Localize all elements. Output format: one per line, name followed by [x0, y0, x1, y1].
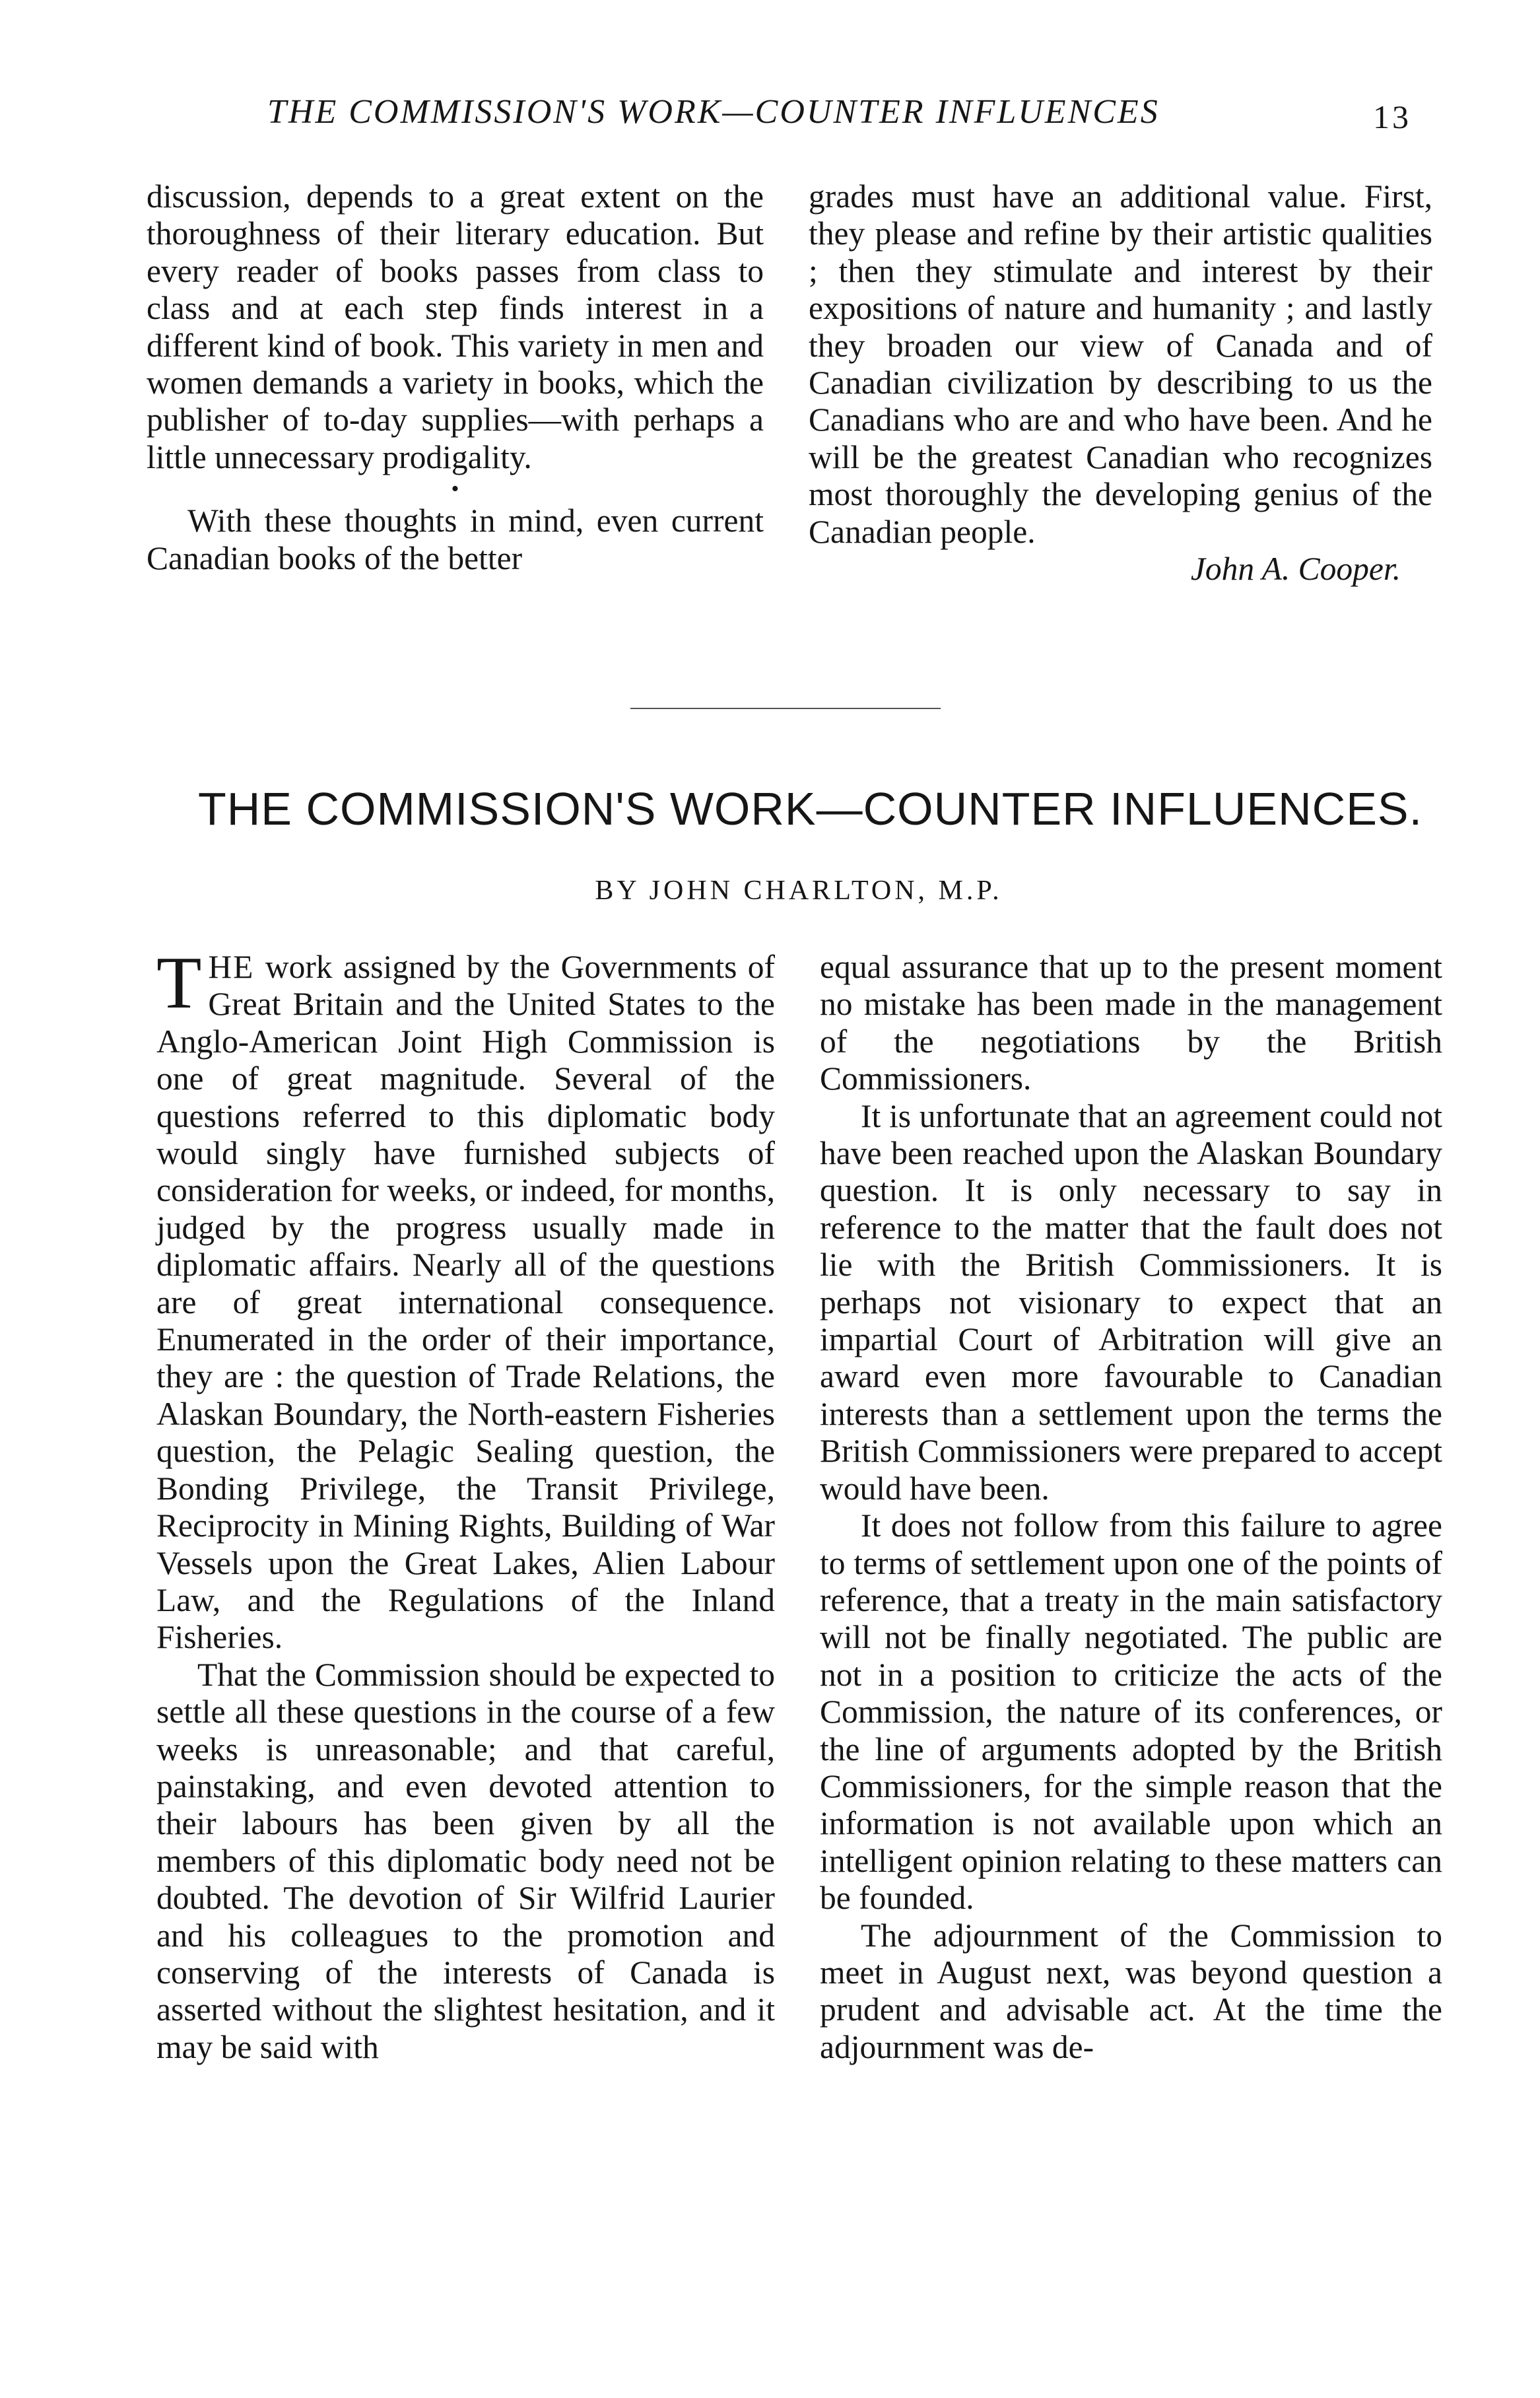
previous-article-column-left — [147, 178, 764, 577]
paragraph: The adjournment of the Commission to meet in August next, was beyond question a prudent and advisable act. At the time the adjournment was de- — [820, 1917, 1442, 2065]
lead-paragraph-text: work assigned by the Governments of Great Britain and the United States to the Anglo-American Joint High Commission is one of great magnitude. Several of the questions referred to this diplomatic body would singly have furnished subjects of consideration for weeks, or indeed, for months, judged by the progress usually made in diplomatic affairs. Nearly all of the questions are of great international consequence. Enumerated in the order of their importance, they are : the question of Trade Relations, the Alaskan Boundary, the North-eastern Fisheries question, the Pelagic Sealing question, the Bonding Privilege, the Transit Privilege, Reciprocity in Mining Rights, Building of War Vessels upon the Great Lakes, Alien Labour Law, and the Regulations of the Inland Fisheries. — [156, 949, 775, 1656]
paragraph: discussion, depends to a great extent on the thoroughness of their literary education. But every reader of books passes from class to class and at each step finds interest in a different kind of book. This variety in men and women demands a variety in books, which the publisher of to-day supplies—with perhaps a little unnecessary prodigality. — [147, 178, 764, 475]
article-title: THE COMMISSION'S WORK—COUNTER INFLUENCES. — [198, 783, 1423, 835]
lead-caps: HE — [208, 949, 255, 985]
previous-article-column-right — [809, 178, 1432, 588]
paragraph: equal assurance that up to the present moment no mistake has been made in the management of the negotiations by the British Commissioners. — [820, 949, 1442, 1097]
paragraph: It is unfortunate that an agreement could not have been reached upon the Alaskan Boundary question. It is only necessary to say in reference to the matter that the fault does not lie with the British Commissioners. It is perhaps not visionary to expect that an impartial Court of Arbitration will give an award even more favourable to Canadian interests than a settlement upon the terms the British Commissioners were prepared to accept would have been. — [820, 1097, 1442, 1507]
section-ornament: • — [451, 477, 459, 502]
article-byline: BY JOHN CHARLTON, M.P. — [595, 875, 1003, 906]
author-signature: John A. Cooper. — [1190, 551, 1401, 588]
article-column-right — [820, 949, 1442, 2066]
paragraph: grades must have an additional value. First, they please and refine by their artistic qualities ; then they stimulate and interest by their expositions of nature and humanity ; and lastly they broaden our view of Canada and of Canadian civilization by describing to us the Canadians who are and who have been. And he will be the greatest Canadian who recognizes most thoroughly the developing genius of the Canadian people. — [809, 178, 1432, 550]
paragraph: With these thoughts in mind, even current Canadian books of the better — [147, 502, 764, 576]
paragraph: It does not follow from this failure to agree to terms of settlement upon one of the points of reference, that a treaty in the main satisfactory will not be finally negotiated. The public are not in a position to criticize the acts of the Commission, the nature of its conferences, or the line of arguments adopted by the British Commissioners, for the simple reason that the information is not available upon which an intelligent opinion relating to these matters can be founded. — [820, 1507, 1442, 1917]
drop-cap: T — [156, 942, 202, 1024]
section-divider — [630, 708, 941, 709]
paragraph: That the Commission should be expected to settle all these questions in the course of a few weeks is unreasonable; and that careful, painstaking, and even devoted attention to their labours has been given by all the members of this diplomatic body need not be doubted. The devotion of Sir Wilfrid Laurier and his colleagues to the promotion and conserving of the interests of Canada is asserted without the slightest hesitation, and it may be said with — [156, 1656, 775, 2065]
page-number: 13 — [1373, 98, 1411, 135]
lead-paragraph — [156, 942, 775, 1657]
running-head: THE COMMISSION'S WORK—COUNTER INFLUENCES — [267, 93, 1160, 131]
article-column-left — [156, 942, 775, 2066]
